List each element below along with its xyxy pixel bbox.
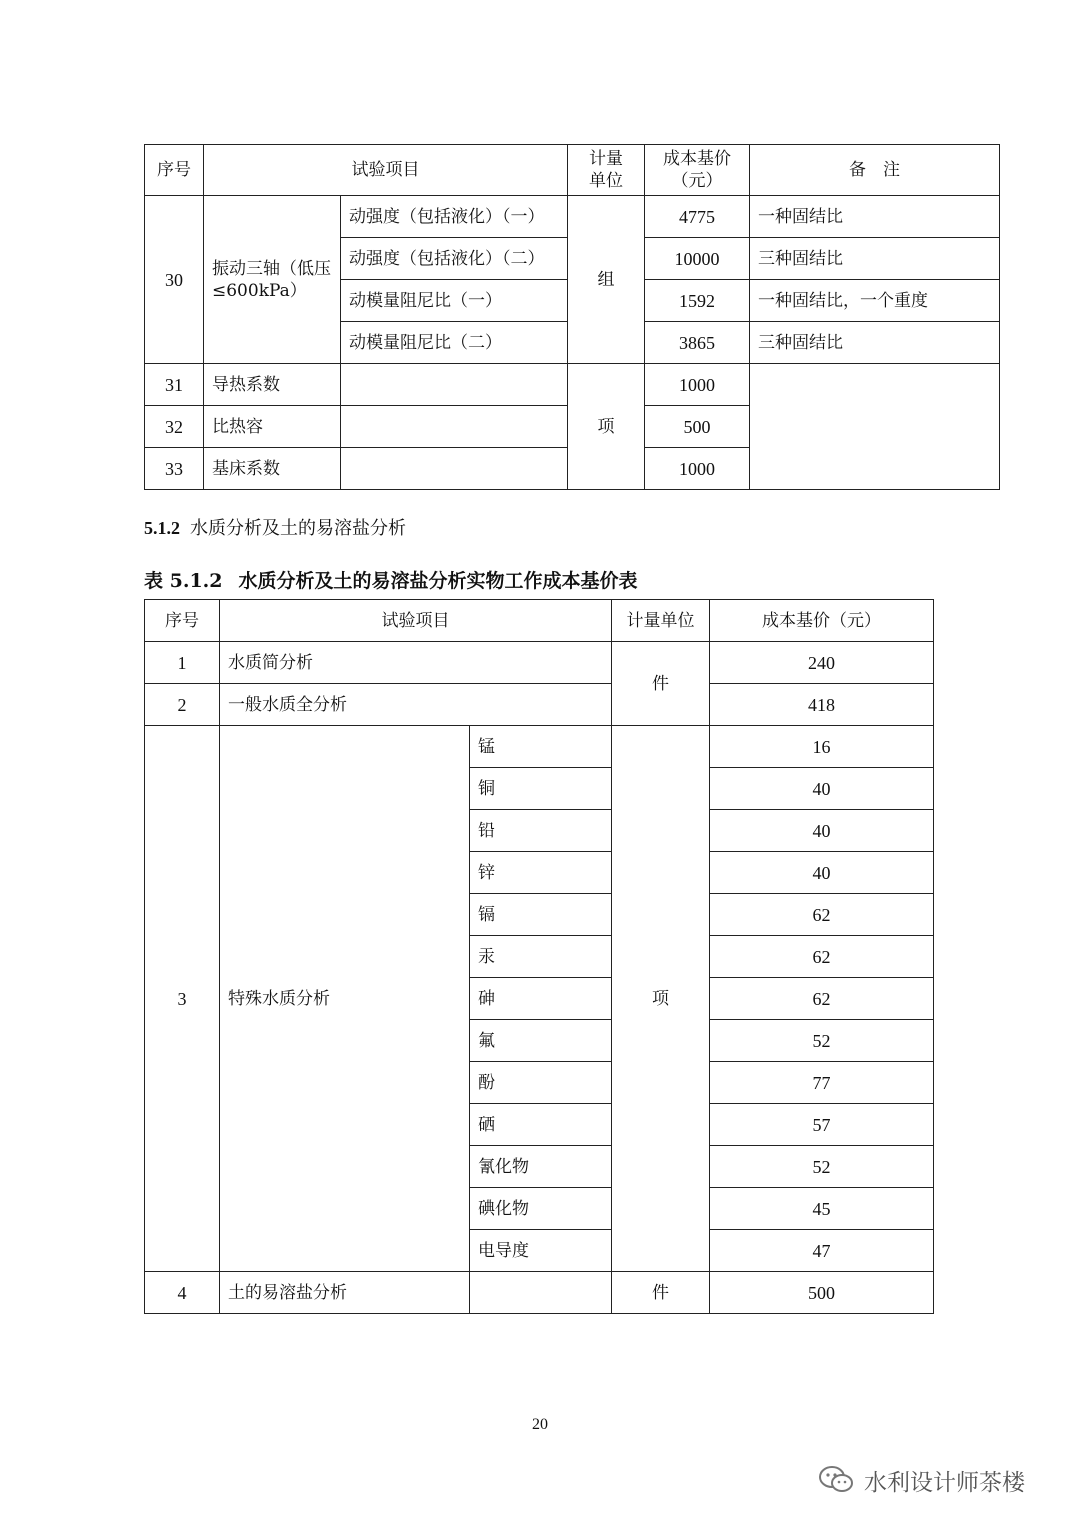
header-no: 序号 xyxy=(145,145,204,196)
row-price: 40 xyxy=(710,852,934,894)
row-price: 52 xyxy=(710,1146,934,1188)
row-subitem-empty xyxy=(470,1272,612,1314)
row-subitem: 铅 xyxy=(470,810,612,852)
header-item: 试验项目 xyxy=(220,600,612,642)
row-subitem: 电导度 xyxy=(470,1230,612,1272)
section-heading xyxy=(144,514,406,540)
row-price: 62 xyxy=(710,978,934,1020)
row-no: 30 xyxy=(145,196,204,364)
row-unit: 项 xyxy=(612,726,710,1272)
row-unit: 件 xyxy=(612,642,710,726)
row-price: 1000 xyxy=(645,448,750,490)
row-price: 10000 xyxy=(645,238,750,280)
header-price: 成本基价（元） xyxy=(710,600,934,642)
row-item: 特殊水质分析 xyxy=(220,726,470,1272)
row-no: 32 xyxy=(145,406,204,448)
row-price: 57 xyxy=(710,1104,934,1146)
row-subitem: 动模量阻尼比（一） xyxy=(341,280,568,322)
row-unit: 件 xyxy=(612,1272,710,1314)
table-header-row xyxy=(145,600,934,642)
table-row xyxy=(145,684,934,726)
watermark xyxy=(818,1460,1025,1500)
row-subitem: 汞 xyxy=(470,936,612,978)
row-subitem: 锰 xyxy=(470,726,612,768)
row-no: 33 xyxy=(145,448,204,490)
section-title: 水质分析及土的易溶盐分析 xyxy=(190,518,406,539)
table-header-row xyxy=(145,145,1000,196)
table-row xyxy=(145,196,1000,238)
row-no: 1 xyxy=(145,642,220,684)
water-analysis-cost-table xyxy=(144,599,934,1314)
row-price: 16 xyxy=(710,726,934,768)
row-price: 45 xyxy=(710,1188,934,1230)
header-item: 试验项目 xyxy=(204,145,568,196)
row-price: 52 xyxy=(710,1020,934,1062)
section-number: 5.1.2 xyxy=(144,518,180,538)
row-item: 水质简分析 xyxy=(220,642,612,684)
row-no: 3 xyxy=(145,726,220,1272)
row-price: 4775 xyxy=(645,196,750,238)
row-price: 62 xyxy=(710,936,934,978)
row-subitem: 氰化物 xyxy=(470,1146,612,1188)
row-subitem-empty xyxy=(341,448,568,490)
table-row xyxy=(145,642,934,684)
row-price: 240 xyxy=(710,642,934,684)
row-remark: 一种固结比，一个重度 xyxy=(750,280,1000,322)
row-price: 500 xyxy=(710,1272,934,1314)
row-no: 4 xyxy=(145,1272,220,1314)
row-remark: 一种固结比 xyxy=(750,196,1000,238)
row-subitem: 碘化物 xyxy=(470,1188,612,1230)
row-item: 土的易溶盐分析 xyxy=(220,1272,470,1314)
table-row xyxy=(145,726,934,768)
row-price: 77 xyxy=(710,1062,934,1104)
row-no: 31 xyxy=(145,364,204,406)
row-subitem-empty xyxy=(341,364,568,406)
row-price: 40 xyxy=(710,768,934,810)
row-price: 500 xyxy=(645,406,750,448)
row-price: 418 xyxy=(710,684,934,726)
page-number: 20 xyxy=(532,1416,548,1433)
row-subitem-empty xyxy=(341,406,568,448)
row-price: 1592 xyxy=(645,280,750,322)
row-subitem: 动强度（包括液化）（二） xyxy=(341,238,568,280)
row-item: 一般水质全分析 xyxy=(220,684,612,726)
row-subitem: 氟 xyxy=(470,1020,612,1062)
table-caption xyxy=(144,566,638,593)
row-item: 振动三轴（低压≤600kPa） xyxy=(204,196,341,364)
watermark-text: 水利设计师茶楼 xyxy=(864,1469,1025,1496)
caption-label: 表 5.1.2 xyxy=(144,570,223,592)
row-price: 3865 xyxy=(645,322,750,364)
header-no: 序号 xyxy=(145,600,220,642)
row-subitem: 硒 xyxy=(470,1104,612,1146)
row-remark: 三种固结比 xyxy=(750,238,1000,280)
row-subitem: 砷 xyxy=(470,978,612,1020)
row-subitem: 酚 xyxy=(470,1062,612,1104)
row-unit: 项 xyxy=(568,364,645,490)
header-unit: 计量 单位 xyxy=(568,145,645,196)
row-subitem: 锌 xyxy=(470,852,612,894)
row-subitem: 动强度（包括液化）（一） xyxy=(341,196,568,238)
row-unit: 组 xyxy=(568,196,645,364)
row-subitem: 动模量阻尼比（二） xyxy=(341,322,568,364)
caption-title: 水质分析及土的易溶盐分析实物工作成本基价表 xyxy=(238,570,638,592)
row-remark: 三种固结比 xyxy=(750,322,1000,364)
row-item: 导热系数 xyxy=(204,364,341,406)
table-row xyxy=(145,1272,934,1314)
row-remark-empty xyxy=(750,364,1000,490)
row-no: 2 xyxy=(145,684,220,726)
row-subitem: 铜 xyxy=(470,768,612,810)
cost-table-continued xyxy=(144,144,1000,490)
table-row xyxy=(145,364,1000,406)
header-price: 成本基价 （元） xyxy=(645,145,750,196)
row-subitem: 镉 xyxy=(470,894,612,936)
row-price: 40 xyxy=(710,810,934,852)
row-price: 1000 xyxy=(645,364,750,406)
wechat-logo-icon xyxy=(818,1465,854,1495)
row-price: 47 xyxy=(710,1230,934,1272)
header-unit: 计量单位 xyxy=(612,600,710,642)
header-remark: 备 注 xyxy=(750,145,1000,196)
row-item: 基床系数 xyxy=(204,448,341,490)
row-price: 62 xyxy=(710,894,934,936)
row-item: 比热容 xyxy=(204,406,341,448)
